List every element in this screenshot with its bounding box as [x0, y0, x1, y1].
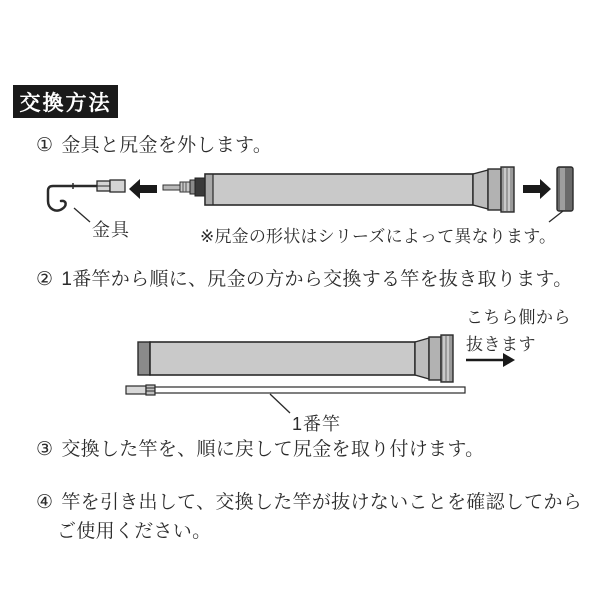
step-4-number: ④	[36, 492, 54, 513]
step-2-number: ②	[36, 269, 54, 290]
step-4-text2: ご使用ください。	[57, 521, 212, 542]
arrow-right-icon	[523, 179, 551, 199]
step-2	[36, 264, 573, 291]
pull-side-note	[466, 304, 571, 358]
rod-label-pointer-line	[270, 394, 290, 413]
hook-label: 金具	[92, 220, 130, 240]
rod-tip-graphic	[163, 178, 205, 196]
hook-fitting-icon	[48, 180, 125, 211]
step-4-line2	[57, 516, 211, 543]
step-4-text: 竿を引き出して、交換した竿が抜けないことを確認してから	[61, 492, 583, 513]
step-3	[36, 434, 484, 461]
rod-tube-graphic	[205, 174, 473, 205]
rod-butt-taper-graphic	[473, 167, 514, 212]
butt-cap-graphic	[557, 167, 573, 211]
pull-side-note-line1: こちら側から	[466, 308, 571, 327]
rod-butt-taper-graphic-2	[415, 335, 453, 382]
pull-side-note-line2: 抜きます	[466, 335, 536, 355]
rod-1-graphic	[126, 385, 465, 395]
butt-cap-note: ※尻金の形状はシリーズによって異なります。	[200, 227, 557, 246]
step-3-number: ③	[36, 439, 54, 460]
rod-tube-graphic-2	[138, 342, 415, 375]
step-1-text: 金具と尻金を外します。	[61, 135, 273, 156]
section-title-label: 交換方法	[19, 91, 112, 115]
step-4	[36, 487, 582, 514]
step-1-number: ①	[36, 135, 54, 156]
section-title	[13, 85, 118, 118]
step-3-text: 交換した竿を、順に戻して尻金を取り付けます。	[61, 439, 485, 460]
rod-1-label: 1番竿	[292, 414, 342, 434]
step-1	[36, 130, 272, 157]
step-2-text: 1番竿から順に、尻金の方から交換する竿を抜き取ります。	[61, 269, 573, 290]
note-pointer-line	[549, 211, 563, 222]
hook-label-pointer-line	[74, 208, 90, 222]
arrow-left-icon	[129, 179, 157, 199]
